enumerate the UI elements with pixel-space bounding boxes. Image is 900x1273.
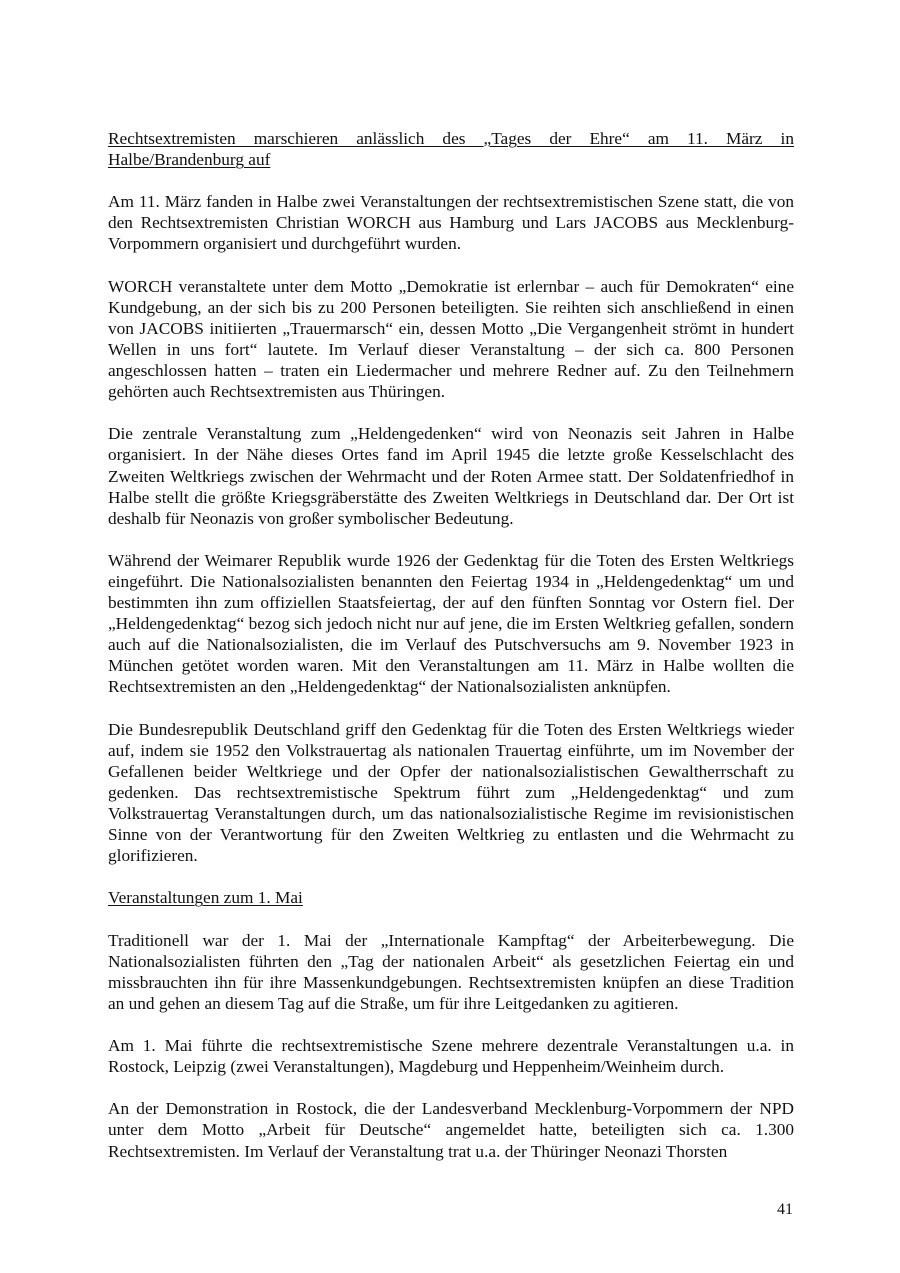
paragraph: WORCH veranstaltete unter dem Motto „Demokratie ist erlernbar – auch für Demokraten“ eine Kundgebung, an der sich bis zu 200 Personen beteiligten. Sie reihten sich anschließend in einen von JACOBS initiierten „Trauermarsch“ ein, dessen Motto „Die Vergangenheit strömt in hundert Wellen in uns fort“ lautete. Im Verlauf dieser Veranstaltung – der sich ca. 800 Personen angeschlossen hatten – traten ein Liedermacher und mehrere Redner auf. Zu den Teilnehmern gehörten auch Rechtsextremisten aus Thüringen. bbox=[108, 276, 794, 402]
section-heading-1-mai bbox=[108, 887, 794, 908]
section-heading-halbe bbox=[108, 128, 794, 170]
paragraph: An der Demonstration in Rostock, die der Landesverband Mecklenburg-Vorpommern der NPD unter dem Motto „Arbeit für Deutsche“ angemeldet hatte, beteiligten sich ca. 1.300 Rechtsextremisten. Im Verlauf der Veranstaltung trat u.a. der Thüringer Neonazi Thorsten bbox=[108, 1099, 794, 1161]
paragraph: Während der Weimarer Republik wurde 1926 der Gedenktag für die Toten des Ersten Weltkriegs eingeführt. Die Nationalsozialisten benannten den Feiertag 1934 in „Heldengedenktag“ um und bestimmten ihn zum offiziellen Staatsfeiertag, der auf den fünften Sonntag vor Ostern fiel. Der „Heldengedenktag“ bezog sich jedoch nicht nur auf jene, die im Ersten Weltkrieg gefallen, sondern auch auf die Nationalsozialisten, die im Verlauf des Putschversuchs am 9. November 1923 in München getötet worden waren. Mit den Veranstaltungen am 11. März in Halbe wollten die Rechtsextremisten an den „Heldengedenktag“ der Nationalsozialisten anknüpfen. bbox=[108, 550, 794, 697]
paragraph: Am 11. März fanden in Halbe zwei Veranstaltungen der rechtsextremistischen Szene statt, die von den Rechtsextremisten Christian WORCH aus Hamburg und Lars JACOBS aus Mecklenburg-Vorpommern organisiert und durchgeführt wurden. bbox=[108, 192, 794, 254]
heading-1-mai: Veranstaltungen zum 1. Mai bbox=[108, 888, 303, 908]
paragraph: Die zentrale Veranstaltung zum „Heldengedenken“ wird von Neonazis seit Jahren in Halbe organisiert. In der Nähe dieses Ortes fand im April 1945 die letzte große Kesselschlacht des Zweiten Weltkriegs zwischen der Wehrmacht und der Roten Armee statt. Der Soldatenfriedhof in Halbe stellt die größte Kriegsgräberstätte des Zweiten Weltkriegs in Deutschland dar. Der Ort ist deshalb für Neonazis von großer symbolischer Bedeutung. bbox=[108, 424, 794, 528]
paragraph: Die Bundesrepublik Deutschland griff den Gedenktag für die Toten des Ersten Weltkriegs wieder auf, indem sie 1952 den Volkstrauertag als nationalen Trauertag einführte, um im November der Gefallenen beider Weltkriege und der Opfer der nationalsozialistischen Gewaltherrschaft zu gedenken. Das rechtsextremistische Spektrum führt zum „Heldengedenktag“ und zum Volkstrauertag Veranstaltungen durch, um das nationalsozialistische Regime im revisionistischen Sinne von der Verantwortung für den Zweiten Weltkrieg zu entlasten und die Wehrmacht zu glorifizieren. bbox=[108, 719, 794, 866]
paragraph: Am 1. Mai führte die rechtsextremistische Szene mehrere dezentrale Veranstaltungen u.a. in Rostock, Leipzig (zwei Veranstaltungen), Magdeburg und Heppenheim/Weinheim durch. bbox=[108, 1036, 794, 1077]
page-number: 41 bbox=[777, 1201, 793, 1218]
heading-halbe: Rechtsextremisten marschieren anlässlich des „Tages der Ehre“ am 11. März in Halbe/Brandenburg auf bbox=[108, 129, 794, 170]
page-content bbox=[108, 128, 794, 1183]
paragraph: Traditionell war der 1. Mai der „Internationale Kampftag“ der Arbeiterbewegung. Die Nationalsozialisten führten den „Tag der nationalen Arbeit“ als gesetzlichen Feiertag ein und missbrauchten ihn für ihre Massenkundgebungen. Rechtsextremisten knüpfen an diese Tradition an und gehen an diesem Tag auf die Straße, um für ihre Leitgedanken zu agitieren. bbox=[108, 930, 794, 1013]
